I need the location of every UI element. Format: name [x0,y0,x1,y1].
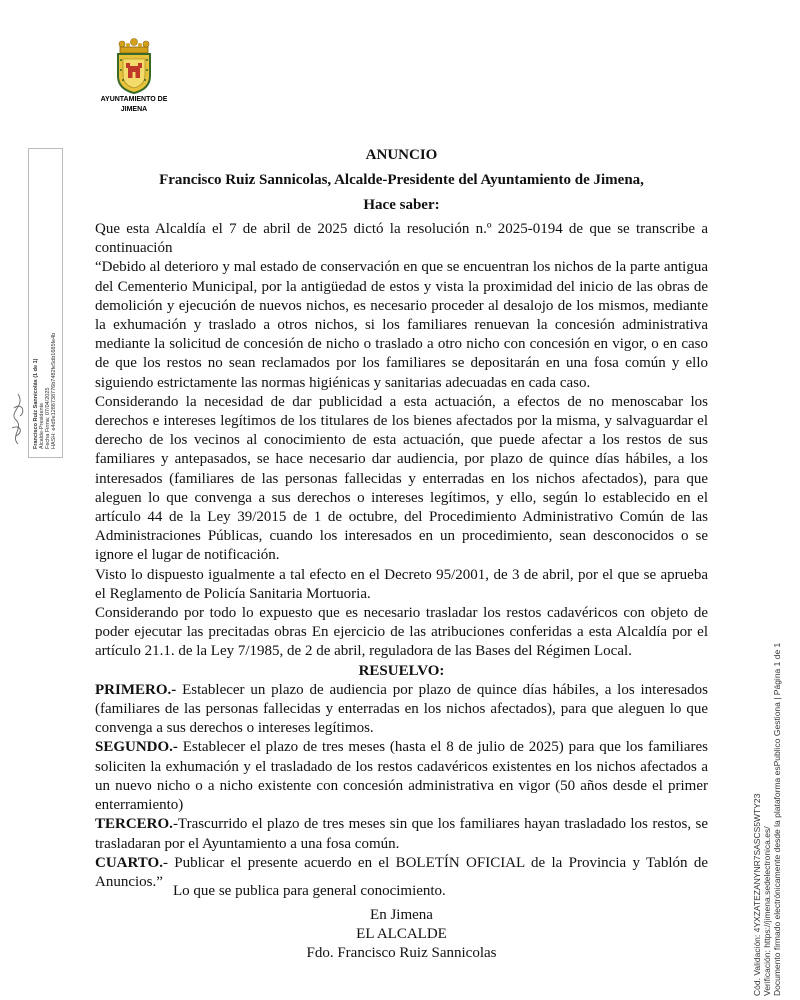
platform-page-info: Documento firmado electrónicamente desde la plataforma esPublico Gestiona | Página 1 de 1 [772,642,782,996]
resuelvo-heading [95,662,708,681]
signer-role: Alcalde-Presidente [39,402,45,449]
closing-place: En Jimena [370,907,433,923]
intro-paragraph: Que esta Alcaldía el 7 de abril de 2025 dictó la resolución n.º 2025-0194 de que se transcribe a continuación [95,221,708,257]
paragraph-considerando-2: Considerando por todo lo expuesto que es necesario trasladar los restos cadavéricos con objeto de poder ejecutar las precitadas obras En ejercicio de las atribuciones conferidas a esta Alcaldía por el artículo 21.1. de la Ley 7/1985, de 2 de abril, reguladora de las Bases del Régimen Local. [95,605,708,660]
signer-name: Francisco Ruiz Sannicolás (1 de 1) [33,358,39,449]
logo-caption-line-1: AYUNTAMIENTO DE [100,96,168,103]
coat-of-arms-icon [111,38,157,94]
clause-segundo-text: Establecer el plazo de tres meses (hasta el 8 de julio de 2025) para que los familiares soliciten la exhumación y el trasladado de los restos cadavéricos existentes en los nichos afectados a un nuevo nicho o a nicho existente con concesión administrativa en vigor (50 años desde el primer enterramiento) [95,739,708,814]
document-title: ANUNCIO [365,147,438,163]
clause-primero [95,681,708,739]
clause-tercero-label: TERCERO. [95,816,173,833]
verification-url: Verificación: https://jimena.sedelectronica.es/ [762,826,772,996]
clause-primero-label: PRIMERO.- [95,681,177,698]
paragraph-visto: Visto lo dispuesto igualmente a tal efecto en el Decreto 95/2001, de 3 de abril, por el que se aprueba el Reglamento de Policía Sanitaria Mortuoria. [95,566,708,602]
closing-general: Lo que se publica para general conocimiento. [173,883,446,899]
clause-segundo-label: SEGUNDO.- [95,739,178,756]
validation-code: Cód. Validación: 4YXZATEZANYNR7SASCS5WTY23 [752,793,762,996]
clause-segundo [95,738,708,815]
hace-saber-heading: Hace saber: [363,197,440,213]
signature-stamp-text [33,333,57,449]
clause-tercero [95,815,708,853]
clause-cuarto-label: CUARTO. [95,854,163,871]
municipal-logo [98,38,170,114]
document-body [95,220,708,892]
document-subtitle: Francisco Ruiz Sannicolas, Alcalde-Presidente del Ayuntamiento de Jimena, [159,172,644,188]
clause-tercero-text: -Trascurrido el plazo de tres meses sin que los familiares hayan trasladado los restos, se trasladaran por el Ayuntamiento a una fosa común. [95,816,708,852]
sign-date: Fecha Firma: 07/04/2025 [45,387,51,449]
signature-stamp [28,148,63,458]
sign-hash: HASH: e4d9e1288738776b7482fe5db1685fe4b [51,332,57,449]
validation-meta [752,643,782,996]
resuelvo-label: RESUELVO: [358,662,445,679]
quote-paragraph-1: “Debido al deterioro y mal estado de conservación en que se encuentran los nichos de la parte antigua del Cementerio Municipal, por la antigüedad de estos y vista la proximidad del inicio de las obras de demolición y ejecución de nuevos nichos, es necesario proceder al desalojo de los mismos, mediante la exhumación y traslado a otros nichos, si los familiares renuevan la concesión administrativa mediante la solicitud de concesión de nicho o traslado a otro nicho con concesión en vigor, o en caso de que los restos no sean reclamados por los familiares se depositarán en una fosa común y ello siguiendo estrictamente las normas higiénicas y sanitarias adecuadas en cada caso. [95,259,708,391]
handwritten-signature-icon [6,388,30,446]
closing-signature: Fdo. Francisco Ruiz Sannicolas [306,945,497,961]
clause-cuarto-text: - Publicar el presente acuerdo en el BOLETÍN OFICIAL de la Provincia y Tablón de Anuncios.” [95,854,708,890]
logo-caption-line-2: JIMENA [120,106,148,113]
closing-role: EL ALCALDE [356,926,447,942]
clause-primero-text: Establecer un plazo de audiencia por plazo de quince días hábiles, a los interesados (familiares de las personas fallecidas y enterradas en los nichos afectados), para que aleguen lo que convenga a sus derechos o intereses legítimos. [95,681,708,737]
paragraph-considerando-1: Considerando la necesidad de dar publicidad a esta actuación, a efectos de no menoscabar los derechos e intereses legítimos de los titulares de los bienes afectados por la misma, y salvaguardar el derecho de los vecinos al conocimiento de esta actuación, que puede afectar a los restos de sus familiares y antepasados, se hace necesario dar audiencia, por plazo de quince días hábiles, a los interesados (familiares de las personas fallecidas y enterradas en los nichos afectados), para que aleguen lo que convenga a sus derechos o intereses legítimos, y ello, según lo establecido en el artículo 44 de la Ley 39/2015 de 1 de octubre, del Procedimiento Administrativo Común de las Administraciones Públicas, cuando los interesados en un procedimiento, sean desconocidos o se ignore el lugar de notificación. [95,393,708,564]
